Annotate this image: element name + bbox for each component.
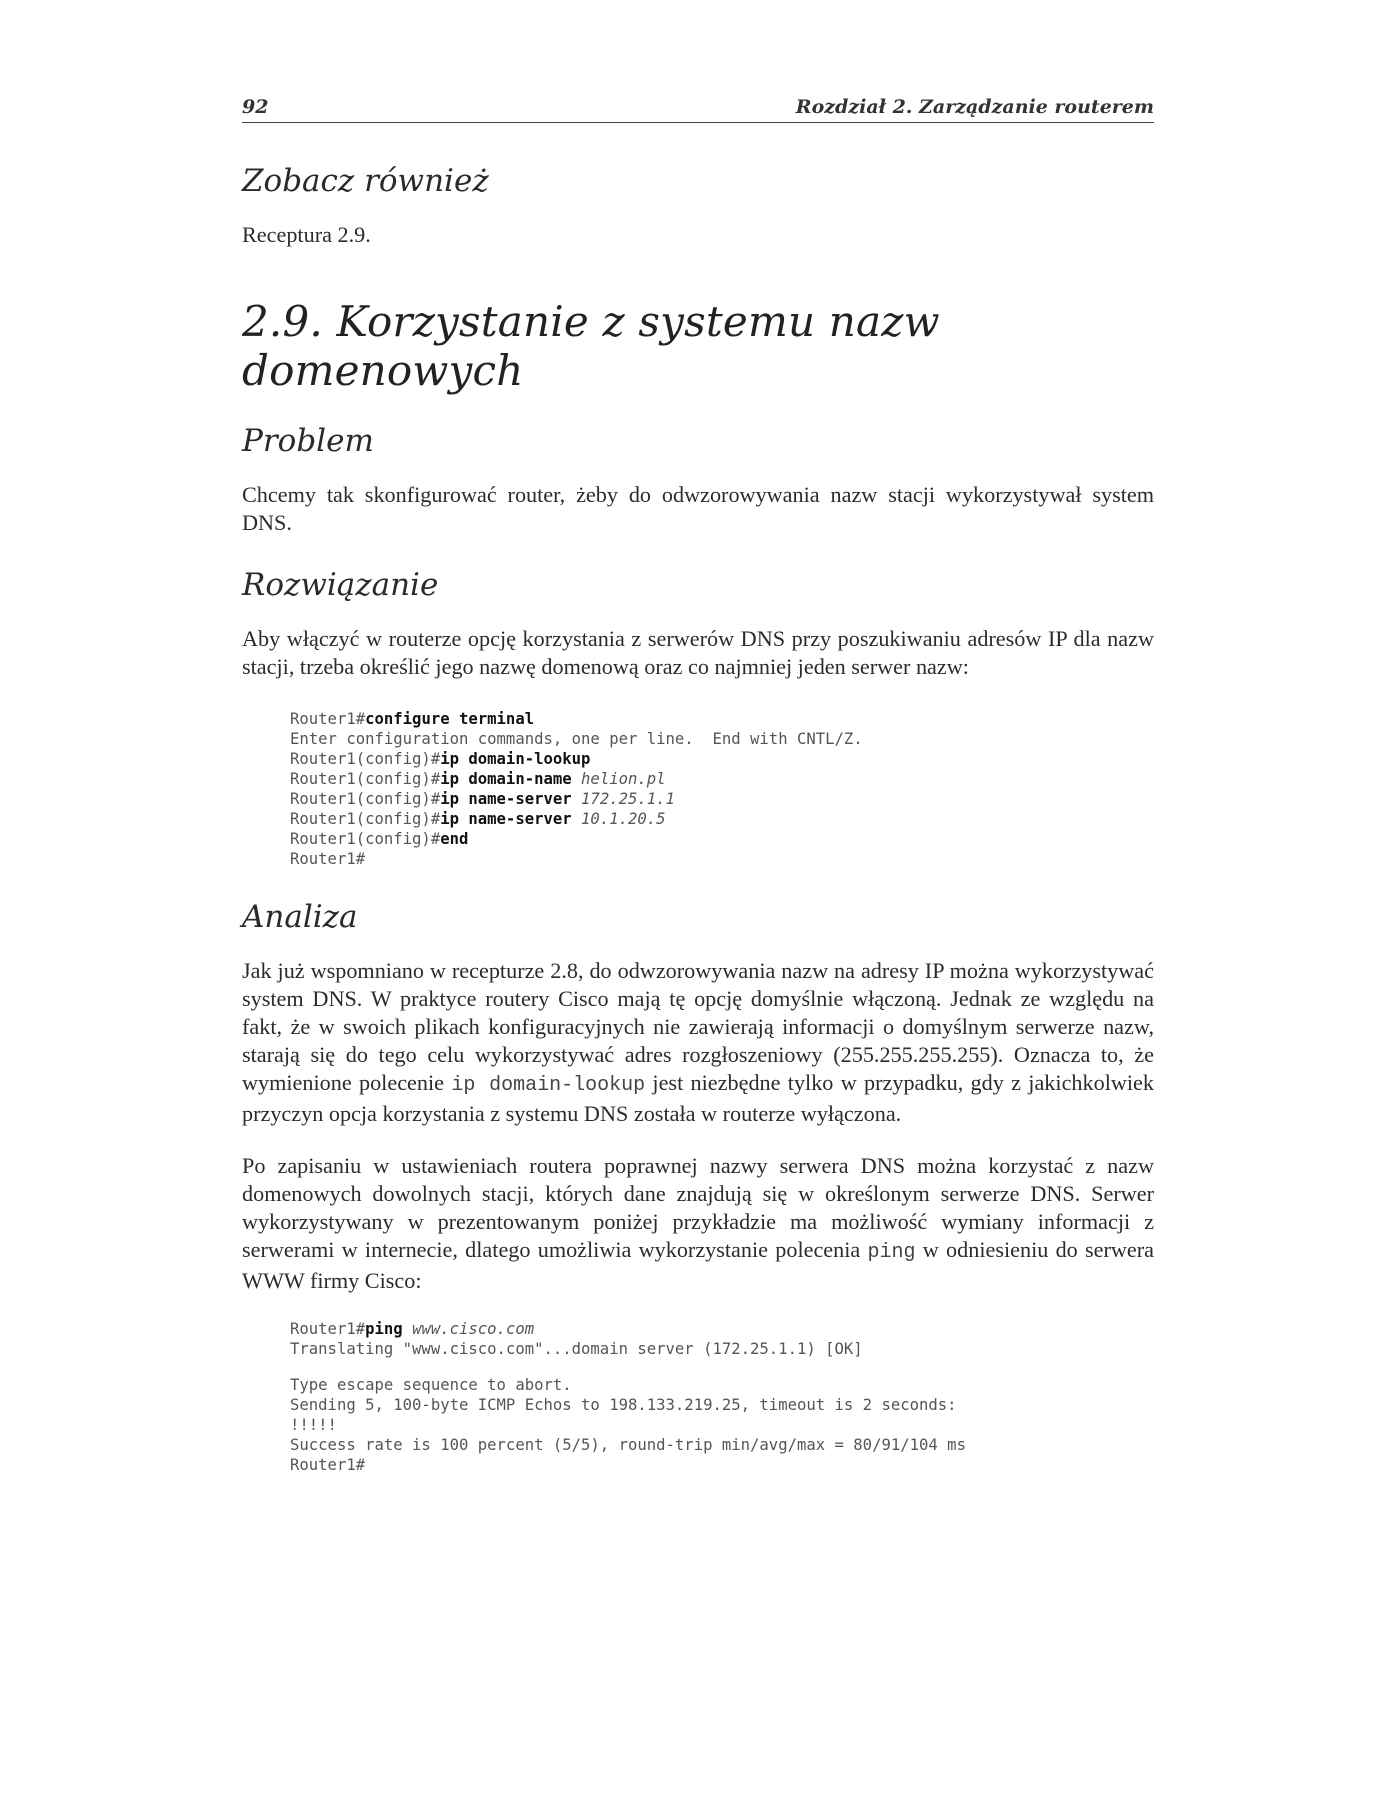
code-line: Enter configuration commands, one per line. End with CNTL/Z. (290, 730, 863, 748)
code-line: Success rate is 100 percent (5/5), round-trip min/avg/max = 80/91/104 ms (290, 1436, 966, 1454)
see-also-heading: Zobacz również (242, 163, 489, 199)
running-header (242, 96, 1154, 123)
analysis-heading: Analiza (242, 899, 358, 935)
problem-heading: Problem (242, 423, 374, 459)
code-line: Router1#configure terminal (290, 710, 535, 728)
code-line: Router1# (290, 850, 366, 868)
solution-text: Aby włączyć w routerze opcję korzystania z serwerów DNS przy poszukiwaniu adresów IP dla nazw stacji, trzeba określić jego nazwę domenową oraz co najmniej jeden serwer nazw: (242, 626, 1154, 679)
code-line: Translating "www.cisco.com"...domain server (172.25.1.1) [OK] (290, 1340, 863, 1358)
document-page (242, 96, 1154, 1475)
problem-text: Chcemy tak skonfigurować router, żeby do odwzorowywania nazw stacji wykorzystywał system DNS. (242, 482, 1154, 535)
ping-code-block (290, 1319, 1154, 1359)
code-line: Sending 5, 100-byte ICMP Echos to 198.133.219.25, timeout is 2 seconds: (290, 1396, 957, 1414)
code-line: Router1(config)#end (290, 830, 469, 848)
code-line: !!!!! (290, 1416, 337, 1434)
code-line: Router1(config)#ip name-server 10.1.20.5 (290, 810, 666, 828)
inline-code: ip domain-lookup (451, 1074, 646, 1097)
inline-code: ping (867, 1241, 916, 1264)
code-line: Router1(config)#ip domain-lookup (290, 750, 591, 768)
see-also-text: Receptura 2.9. (242, 222, 371, 247)
page-number: 92 (242, 96, 269, 118)
code-line: Router1#ping www.cisco.com (290, 1320, 535, 1338)
code-line: Router1(config)#ip name-server 172.25.1.1 (290, 790, 675, 808)
code-line: Router1(config)#ip domain-name helion.pl (290, 770, 666, 788)
analysis-paragraph-1: Jak już wspomniano w recepturze 2.8, do odwzorowywania nazw na adresy IP można wykorzystywać system DNS. W praktyce routery Cisco mają tę opcję domyślnie włączoną. Jednak ze względu na fakt, że w swoich plikach konfiguracyjnych nie zawierają informacji o domyślnym serwerze nazw, starają się do tego celu wykorzystywać adres rozgłoszeniowy (255.255.255.255). Oznacza to, że wymienione polecenie ip domain-lookup jest niezbędne tylko w przypadku, gdy z jakichkolwiek przyczyn opcja korzystania z systemu DNS została w routerze wyłączona. (242, 958, 1154, 1126)
config-code-block (290, 709, 1154, 869)
solution-heading: Rozwiązanie (242, 567, 439, 603)
analysis-paragraph-2: Po zapisaniu w ustawieniach routera poprawnej nazwy serwera DNS można korzystać z nazw domenowych dowolnych stacji, których dane znajdują się w określonym serwerze DNS. Serwer wykorzystywany w prezentowanym poniżej przykładzie ma możliwość wymiany informacji z serwerami w internecie, dlatego umożliwia wykorzystanie polecenia ping w odniesieniu do serwera WWW firmy Cisco: (242, 1153, 1154, 1293)
code-line: Router1# (290, 1456, 366, 1474)
chapter-title: Rozdział 2. Zarządzanie routerem (795, 96, 1154, 118)
section-title: 2.9. Korzystanie z systemu nazw domenowych (242, 297, 940, 395)
code-line: Type escape sequence to abort. (290, 1376, 572, 1394)
ping-output-block (290, 1375, 1154, 1475)
